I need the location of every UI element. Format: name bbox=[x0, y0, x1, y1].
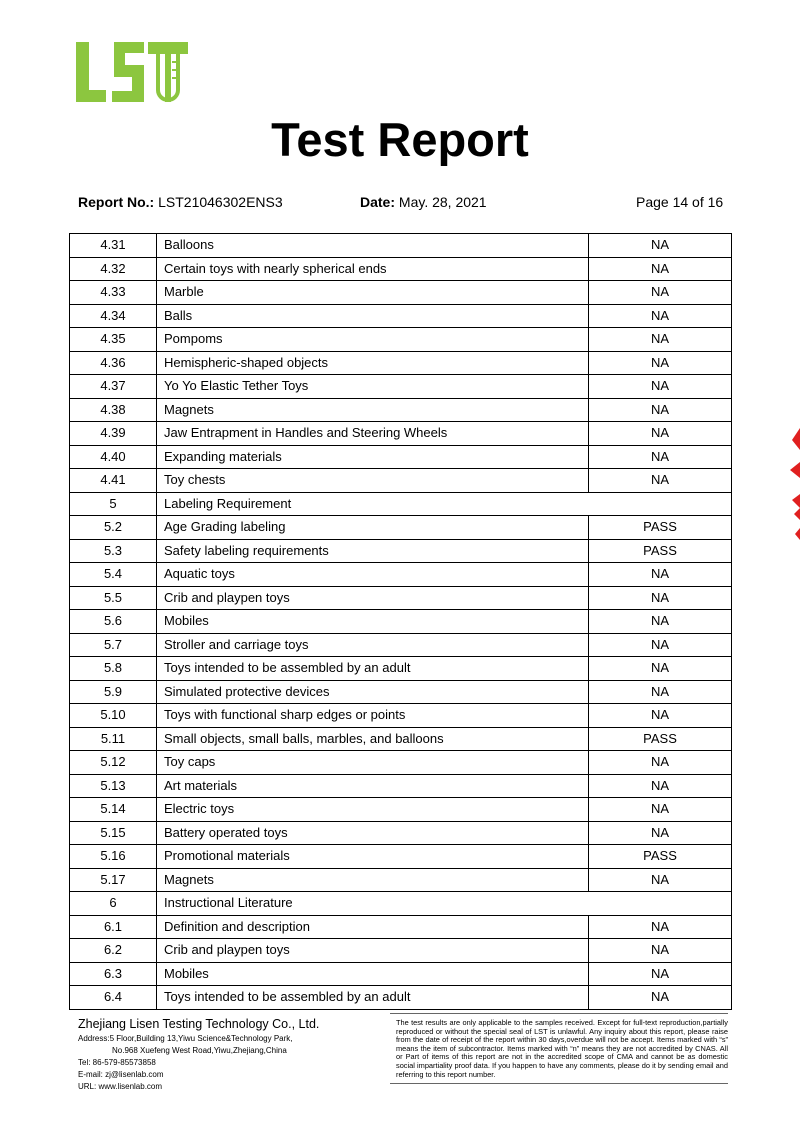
clause-number: 5 bbox=[70, 492, 157, 516]
website-url: URL: www.lisenlab.com bbox=[78, 1082, 163, 1091]
clause-number: 6.1 bbox=[70, 915, 157, 939]
table-row bbox=[70, 845, 732, 869]
table-row bbox=[70, 351, 732, 375]
test-result: PASS bbox=[589, 516, 732, 540]
test-result: NA bbox=[589, 257, 732, 281]
table-row bbox=[70, 798, 732, 822]
test-result: NA bbox=[589, 680, 732, 704]
clause-number: 4.32 bbox=[70, 257, 157, 281]
test-result: NA bbox=[589, 586, 732, 610]
test-result: NA bbox=[589, 234, 732, 258]
test-result: PASS bbox=[589, 727, 732, 751]
table-row bbox=[70, 234, 732, 258]
clause-number: 5.10 bbox=[70, 704, 157, 728]
test-result: NA bbox=[589, 328, 732, 352]
test-result: NA bbox=[589, 986, 732, 1010]
report-date bbox=[360, 194, 487, 210]
clause-number: 5.17 bbox=[70, 868, 157, 892]
test-result: NA bbox=[589, 962, 732, 986]
test-item: Definition and description bbox=[157, 915, 589, 939]
clause-number: 4.39 bbox=[70, 422, 157, 446]
table-row bbox=[70, 398, 732, 422]
clause-number: 4.41 bbox=[70, 469, 157, 493]
test-result: PASS bbox=[589, 539, 732, 563]
table-row bbox=[70, 962, 732, 986]
test-item: Promotional materials bbox=[157, 845, 589, 869]
report-date-label: Date: bbox=[360, 194, 396, 210]
table-row bbox=[70, 633, 732, 657]
table-row bbox=[70, 939, 732, 963]
clause-number: 5.2 bbox=[70, 516, 157, 540]
test-result: NA bbox=[589, 422, 732, 446]
test-result: NA bbox=[589, 868, 732, 892]
table-row bbox=[70, 704, 732, 728]
section-row bbox=[70, 492, 732, 516]
test-item: Yo Yo Elastic Tether Toys bbox=[157, 375, 589, 399]
test-item: Labeling Requirement bbox=[157, 492, 732, 516]
table-row bbox=[70, 774, 732, 798]
telephone: Tel: 86-579-85573858 bbox=[78, 1058, 156, 1067]
page-number: Page 14 of 16 bbox=[636, 194, 724, 210]
table-row bbox=[70, 328, 732, 352]
clause-number: 6.3 bbox=[70, 962, 157, 986]
test-item: Magnets bbox=[157, 398, 589, 422]
report-number-value: LST21046302ENS3 bbox=[158, 194, 283, 210]
clause-number: 4.37 bbox=[70, 375, 157, 399]
test-result: NA bbox=[589, 398, 732, 422]
section-row bbox=[70, 892, 732, 916]
clause-number: 5.7 bbox=[70, 633, 157, 657]
table-row bbox=[70, 304, 732, 328]
table-row bbox=[70, 375, 732, 399]
table-row bbox=[70, 727, 732, 751]
table-row bbox=[70, 751, 732, 775]
test-item: Certain toys with nearly spherical ends bbox=[157, 257, 589, 281]
test-item: Crib and playpen toys bbox=[157, 586, 589, 610]
clause-number: 5.9 bbox=[70, 680, 157, 704]
test-item: Instructional Literature bbox=[157, 892, 732, 916]
test-result: NA bbox=[589, 821, 732, 845]
clause-number: 5.6 bbox=[70, 610, 157, 634]
test-item: Small objects, small balls, marbles, and balloons bbox=[157, 727, 589, 751]
table-row bbox=[70, 516, 732, 540]
test-result: NA bbox=[589, 633, 732, 657]
table-row bbox=[70, 915, 732, 939]
test-result: NA bbox=[589, 351, 732, 375]
clause-number: 5.14 bbox=[70, 798, 157, 822]
test-item: Pompoms bbox=[157, 328, 589, 352]
clause-number: 5.11 bbox=[70, 727, 157, 751]
lst-logo bbox=[76, 40, 188, 108]
address-line-1: Address:5 Floor,Building 13,Yiwu Science&Technology Park, bbox=[78, 1034, 293, 1043]
test-item: Marble bbox=[157, 281, 589, 305]
clause-number: 4.34 bbox=[70, 304, 157, 328]
test-item: Expanding materials bbox=[157, 445, 589, 469]
test-item: Toy chests bbox=[157, 469, 589, 493]
test-item: Toys intended to be assembled by an adult bbox=[157, 657, 589, 681]
test-item: Magnets bbox=[157, 868, 589, 892]
seal-fragment bbox=[786, 428, 800, 540]
table-row bbox=[70, 257, 732, 281]
test-item: Toy caps bbox=[157, 751, 589, 775]
test-result: NA bbox=[589, 939, 732, 963]
clause-number: 4.38 bbox=[70, 398, 157, 422]
test-item: Crib and playpen toys bbox=[157, 939, 589, 963]
test-item: Electric toys bbox=[157, 798, 589, 822]
clause-number: 5.4 bbox=[70, 563, 157, 587]
test-item: Art materials bbox=[157, 774, 589, 798]
table-row bbox=[70, 563, 732, 587]
test-result: NA bbox=[589, 915, 732, 939]
table-row bbox=[70, 821, 732, 845]
table-row bbox=[70, 657, 732, 681]
clause-number: 5.3 bbox=[70, 539, 157, 563]
email: E-mail: zj@lisenlab.com bbox=[78, 1070, 164, 1079]
clause-number: 5.5 bbox=[70, 586, 157, 610]
table-row bbox=[70, 868, 732, 892]
table-row bbox=[70, 986, 732, 1010]
test-item: Mobiles bbox=[157, 962, 589, 986]
clause-number: 5.16 bbox=[70, 845, 157, 869]
table-row bbox=[70, 680, 732, 704]
test-item: Stroller and carriage toys bbox=[157, 633, 589, 657]
test-result: NA bbox=[589, 751, 732, 775]
report-number-label: Report No.: bbox=[78, 194, 155, 210]
clause-number: 5.15 bbox=[70, 821, 157, 845]
test-result: NA bbox=[589, 304, 732, 328]
test-item: Mobiles bbox=[157, 610, 589, 634]
test-item: Safety labeling requirements bbox=[157, 539, 589, 563]
address-line-2: No.968 Xuefeng West Road,Yiwu,Zhejiang,China bbox=[112, 1046, 287, 1055]
test-item: Jaw Entrapment in Handles and Steering Wheels bbox=[157, 422, 589, 446]
test-result: NA bbox=[589, 375, 732, 399]
page-title: Test Report bbox=[271, 113, 529, 166]
table-row bbox=[70, 610, 732, 634]
clause-number: 5.12 bbox=[70, 751, 157, 775]
table-row bbox=[70, 539, 732, 563]
clause-number: 5.13 bbox=[70, 774, 157, 798]
table-row bbox=[70, 469, 732, 493]
test-result: NA bbox=[589, 610, 732, 634]
test-item: Balloons bbox=[157, 234, 589, 258]
disclaimer-notice: The test results are only applicable to the samples received. Except for full-text reproduction,partially reproduced or without the special seal of LST is unlawful. Any inquiry about this report, please raise from the date of receipt of the report within 30 days,overdue will not be accept. Items marked with “s” means the item of subcontractor. Items marked with “n” means they are not accredited by CNAS. All or Part of items of this report are not in the accredited scope of CMA and cannot be as domestic social impartiality proof data. If you happen to have any comments, please do it by sending email and referring to this report number. bbox=[390, 1013, 728, 1084]
clause-number: 6 bbox=[70, 892, 157, 916]
clause-number: 4.31 bbox=[70, 234, 157, 258]
test-item: Balls bbox=[157, 304, 589, 328]
test-result: PASS bbox=[589, 845, 732, 869]
table-row bbox=[70, 422, 732, 446]
test-result: NA bbox=[589, 563, 732, 587]
test-result: NA bbox=[589, 774, 732, 798]
test-item: Age Grading labeling bbox=[157, 516, 589, 540]
clause-number: 4.36 bbox=[70, 351, 157, 375]
clause-number: 6.2 bbox=[70, 939, 157, 963]
test-item: Simulated protective devices bbox=[157, 680, 589, 704]
report-number bbox=[78, 194, 283, 210]
clause-number: 6.4 bbox=[70, 986, 157, 1010]
test-items-table bbox=[69, 233, 732, 1010]
clause-number: 4.35 bbox=[70, 328, 157, 352]
test-result: NA bbox=[589, 657, 732, 681]
clause-number: 4.33 bbox=[70, 281, 157, 305]
test-result: NA bbox=[589, 281, 732, 305]
clause-number: 4.40 bbox=[70, 445, 157, 469]
clause-number: 5.8 bbox=[70, 657, 157, 681]
test-result: NA bbox=[589, 469, 732, 493]
test-item: Battery operated toys bbox=[157, 821, 589, 845]
test-item: Toys with functional sharp edges or points bbox=[157, 704, 589, 728]
company-name: Zhejiang Lisen Testing Technology Co., Ltd. bbox=[78, 1017, 320, 1031]
table-row bbox=[70, 586, 732, 610]
test-item: Toys intended to be assembled by an adult bbox=[157, 986, 589, 1010]
test-item: Hemispheric-shaped objects bbox=[157, 351, 589, 375]
test-result: NA bbox=[589, 704, 732, 728]
table-row bbox=[70, 281, 732, 305]
test-result: NA bbox=[589, 798, 732, 822]
test-item: Aquatic toys bbox=[157, 563, 589, 587]
test-result: NA bbox=[589, 445, 732, 469]
table-row bbox=[70, 445, 732, 469]
report-date-value: May. 28, 2021 bbox=[398, 194, 487, 210]
